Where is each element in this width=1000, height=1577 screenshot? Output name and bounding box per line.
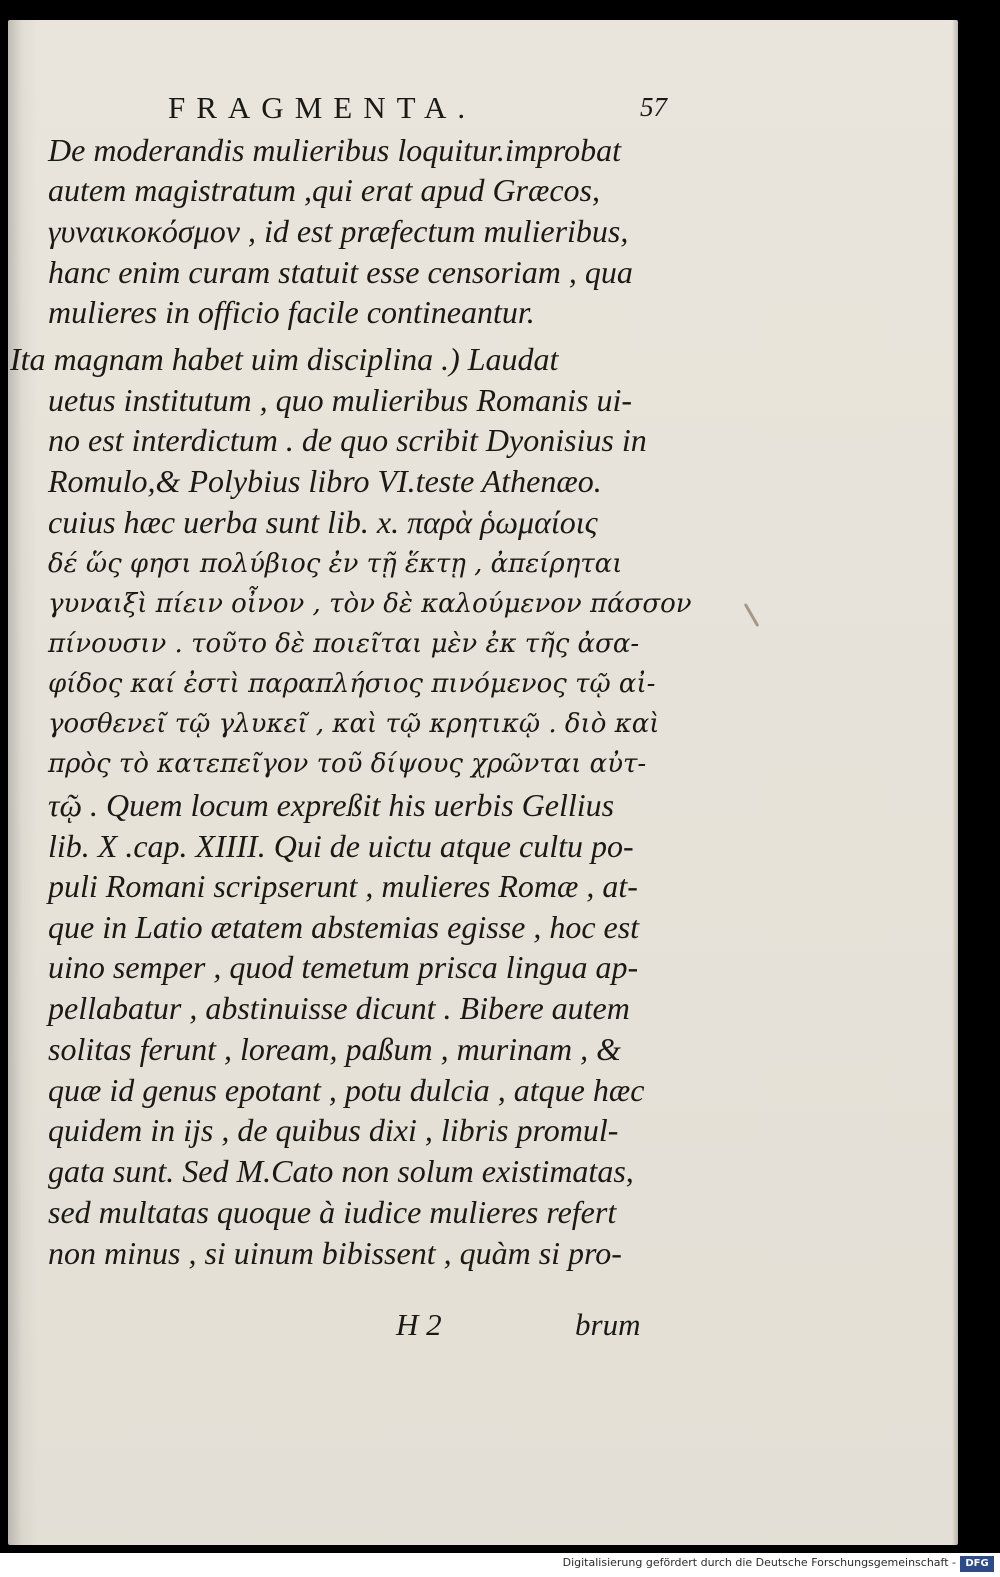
- text-line: pellabatur , abstinuisse dicunt . Bibere autem: [48, 990, 630, 1026]
- catchword: brum: [575, 1307, 641, 1342]
- dfg-logo: DFG: [960, 1556, 994, 1572]
- text-line: mulieres in officio facile contineantur.: [48, 294, 535, 330]
- digitization-footer: [0, 1553, 1000, 1577]
- text-line: uino semper , quod temetum prisca lingua ap-: [48, 949, 639, 985]
- text-line: lib. X .cap. XIIII. Qui de uictu atque cultu po-: [48, 828, 634, 864]
- signature-mark: H 2: [396, 1307, 442, 1342]
- book-page: [8, 20, 958, 1545]
- greek-line: γυναιξὶ πίειν οἶνον , τὸν δὲ καλούμενον πάσσον: [48, 589, 692, 619]
- text-line: que in Latio ætatem abstemias egisse , hoc est: [48, 909, 640, 945]
- text-line: hanc enim curam statuit esse censoriam , qua: [48, 254, 633, 290]
- text-line: sed multatas quoque à iudice mulieres refert: [48, 1194, 617, 1230]
- folio-number: 57: [640, 92, 667, 122]
- text-line: quæ id genus epotant , potu dulcia , atque hæc: [48, 1072, 645, 1108]
- text-line: non minus , si uinum bibissent , quàm si pro-: [48, 1235, 622, 1271]
- greek-line: πίνουσιν . τοῦτο δὲ ποιεῖται μὲν ἐκ τῆς ἀσα-: [48, 629, 640, 659]
- text-line: quidem in ijs , de quibus dixi , libris promul-: [48, 1112, 619, 1148]
- text-line: gata sunt. Sed M.Cato non solum existimatas,: [48, 1153, 634, 1189]
- text-line: uetus institutum , quo mulieribus Romanis ui-: [48, 382, 632, 418]
- greek-line: φίδος καί ἐστὶ παραπλήσιος πινόμενος τῷ αἰ-: [48, 669, 656, 699]
- greek-line: δέ ὥς φησι πολύβιος ἐν τῇ ἕκτῃ , ἀπείρηται: [48, 549, 623, 579]
- text-line: Ita magnam habet uim disciplina .) Laudat: [10, 341, 559, 377]
- text-line: τῷ . Quem locum expreßit his uerbis Gellius: [48, 787, 615, 823]
- text-line: De moderandis mulieribus loquitur.improbat: [48, 132, 622, 168]
- greek-line: γοσθενεῖ τῷ γλυκεῖ , καὶ τῷ κρητικῷ . διὸ καὶ: [48, 709, 660, 739]
- text-line: autem magistratum ,qui erat apud Græcos,: [48, 172, 600, 208]
- text-line: puli Romani scripserunt , mulieres Romæ , at-: [48, 868, 638, 904]
- footer-credit: Digitalisierung gefördert durch die Deutsche Forschungsgemeinschaft -: [562, 1556, 956, 1569]
- running-head: FRAGMENTA.: [168, 90, 477, 125]
- text-line: no est interdictum . de quo scribit Dyonisius in: [48, 422, 647, 458]
- greek-line: πρὸς τὸ κατεπεῖγον τοῦ δίψους χρῶνται αὐτ-: [48, 749, 647, 779]
- text-line: Romulo,& Polybius libro VI.teste Athenæo.: [48, 463, 602, 499]
- text-line: solitas ferunt , loream, paßum , murinam , &: [48, 1031, 622, 1067]
- page-text: [8, 20, 958, 1545]
- text-line: γυναικοκόσμον , id est præfectum mulieribus,: [48, 213, 629, 249]
- text-line: cuius hæc uerba sunt lib. x. παρὰ ῥωμαίοις: [48, 504, 598, 540]
